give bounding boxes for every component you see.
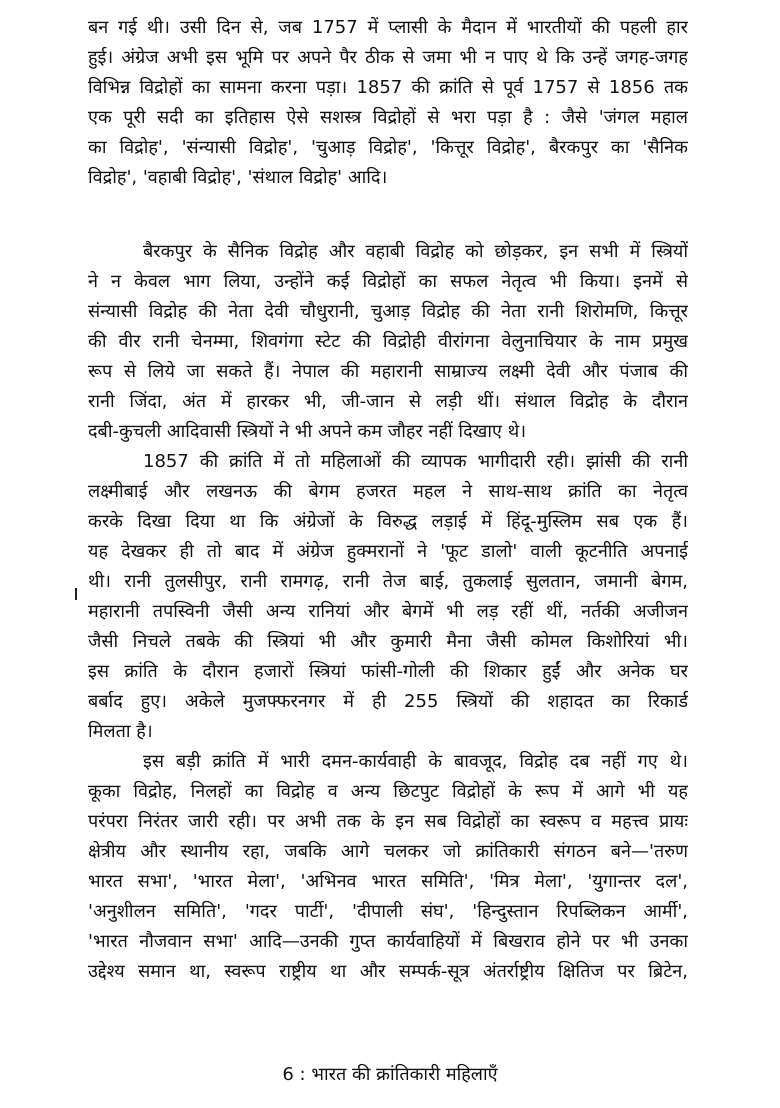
text-line: कूका विद्रोह, निलहों का विद्रोह व अन्य छिटपुट विद्रोहों के रूप में आगे भी यह: [88, 781, 688, 802]
text-line: मिलता है।: [88, 721, 153, 742]
text-line: थी। रानी तुलसीपुर, रानी रामगढ़, रानी तेज बाई, तुकलाई सुलतान, जमानी बेगम,: [88, 571, 688, 592]
text-line: क्षेत्रीय और स्थानीय रहा, जबकि आगे चलकर जो क्रांतिकारी संगठन बने—'तरुण: [88, 841, 688, 862]
text-line: यह देखकर ही तो बाद में अंग्रेज हुक्मरानों ने 'फूट डालो' वाली कूटनीति अपनाई: [88, 541, 688, 562]
text-line: भारत सभा', 'भारत मेला', 'अभिनव भारत समिति', 'मित्र मेला', 'युगान्तर दल',: [88, 871, 688, 892]
text-line: की वीर रानी चेनम्मा, शिवगंगा स्टेट की विद्रोही वीरांगना वेलुनाचियार के नाम प्रमुख: [88, 331, 688, 352]
text-line: इस क्रांति के दौरान हजारों स्त्रियां फांसी-गोली की शिकार हुईं और अनेक घर: [88, 661, 688, 682]
text-line: इस बड़ी क्रांति में भारी दमन-कार्यवाही के बावजूद, विद्रोह दब नहीं गए थे।: [143, 751, 688, 772]
text-line: दबी-कुचली आदिवासी स्त्रियों ने भी अपने कम जौहर नहीं दिखाए थे।: [88, 421, 527, 442]
text-line: विद्रोह', 'वहाबी विद्रोह', 'संथाल विद्रोह' आदि।: [88, 167, 388, 188]
text-line: 1857 की क्रांति में तो महिलाओं की व्यापक भागीदारी रही। झांसी की रानी: [143, 451, 688, 472]
page-footer: 6 : भारत की क्रांतिकारी महिलाएँ: [282, 1064, 498, 1085]
text-line: एक पूरी सदी का इतिहास ऐसे सशस्त्र विद्रोहों से भरा पड़ा है : जैसे 'जंगल महाल: [88, 107, 688, 128]
text-line: विभिन्न विद्रोहों का सामना करना पड़ा। 1857 की क्रांति से पूर्व 1757 से 1856 तक: [88, 77, 688, 98]
text-line: रूप से लिये जा सकते हैं। नेपाल की महारानी साम्राज्य लक्ष्मी देवी और पंजाब की: [88, 361, 688, 382]
text-line: करके दिखा दिया था कि अंग्रेजों के विरुद्ध लड़ाई में हिंदू-मुस्लिम सब एक हैं।: [88, 511, 688, 532]
text-line: जैसी निचले तबके की स्त्रियां भी और कुमारी मैना जैसी कोमल किशोरियां भी।: [88, 631, 688, 652]
text-line: बन गई थी। उसी दिन से, जब 1757 में प्लासी के मैदान में भारतीयों की पहली हार: [88, 17, 688, 38]
text-line: संन्यासी विद्रोह की नेता देवी चौधुरानी, चुआड़ विद्रोह की नेता रानी शिरोमणि, कित्तूर: [88, 301, 688, 322]
text-line: बैरकपुर के सैनिक विद्रोह और वहाबी विद्रोह को छोड़कर, इन सभी में स्त्रियों: [143, 241, 688, 262]
text-line: ने न केवल भाग लिया, उन्होंने कई विद्रोहों का सफल नेतृत्व भी किया। इनमें से: [88, 271, 688, 292]
text-line: 'अनुशीलन समिति', 'गदर पार्टी', 'दीपाली संघ', 'हिन्दुस्तान रिपब्लिकन आर्मी',: [88, 901, 688, 922]
text-line: हुई। अंग्रेज अभी इस भूमि पर अपने पैर ठीक से जमा भी न पाए थे कि उन्हें जगह-जगह: [88, 47, 688, 68]
text-line: उद्देश्य समान था, स्वरूप राष्ट्रीय था और सम्पर्क-सूत्र अंतर्राष्ट्रीय क्षितिज पर ब्रिटेन,: [88, 961, 688, 982]
text-line: लक्ष्मीबाई और लखनऊ की बेगम हजरत महल ने साथ-साथ क्रांति का नेतृत्व: [88, 481, 688, 502]
text-line: रानी जिंदा, अंत में हारकर भी, जी-जान से लड़ी थीं। संथाल विद्रोह के दौरान: [88, 391, 688, 412]
text-line: का विद्रोह', 'संन्यासी विद्रोह', 'चुआड़ विद्रोह', 'कित्तूर विद्रोह', बैरकपुर का 'सैनिक: [88, 137, 688, 158]
text-line: बर्बाद हुए। अकेले मुजफ्फरनगर में ही 255 स्त्रियों की शहादत का रिकार्ड: [88, 691, 688, 712]
margin-mark: [75, 588, 77, 600]
text-line: महारानी तपस्विनी जैसी अन्य रानियां और बेगमें भी लड़ रहीं थीं, नर्तकी अजीजन: [88, 601, 688, 622]
text-line: 'भारत नौजवान सभा' आदि—उनकी गुप्त कार्यवाहियों में बिखराव होने पर भी उनका: [88, 931, 688, 952]
text-line: परंपरा निरंतर जारी रही। पर अभी तक के इन सब विद्रोहों का स्वरूप व महत्त्व प्रायः: [88, 811, 688, 832]
